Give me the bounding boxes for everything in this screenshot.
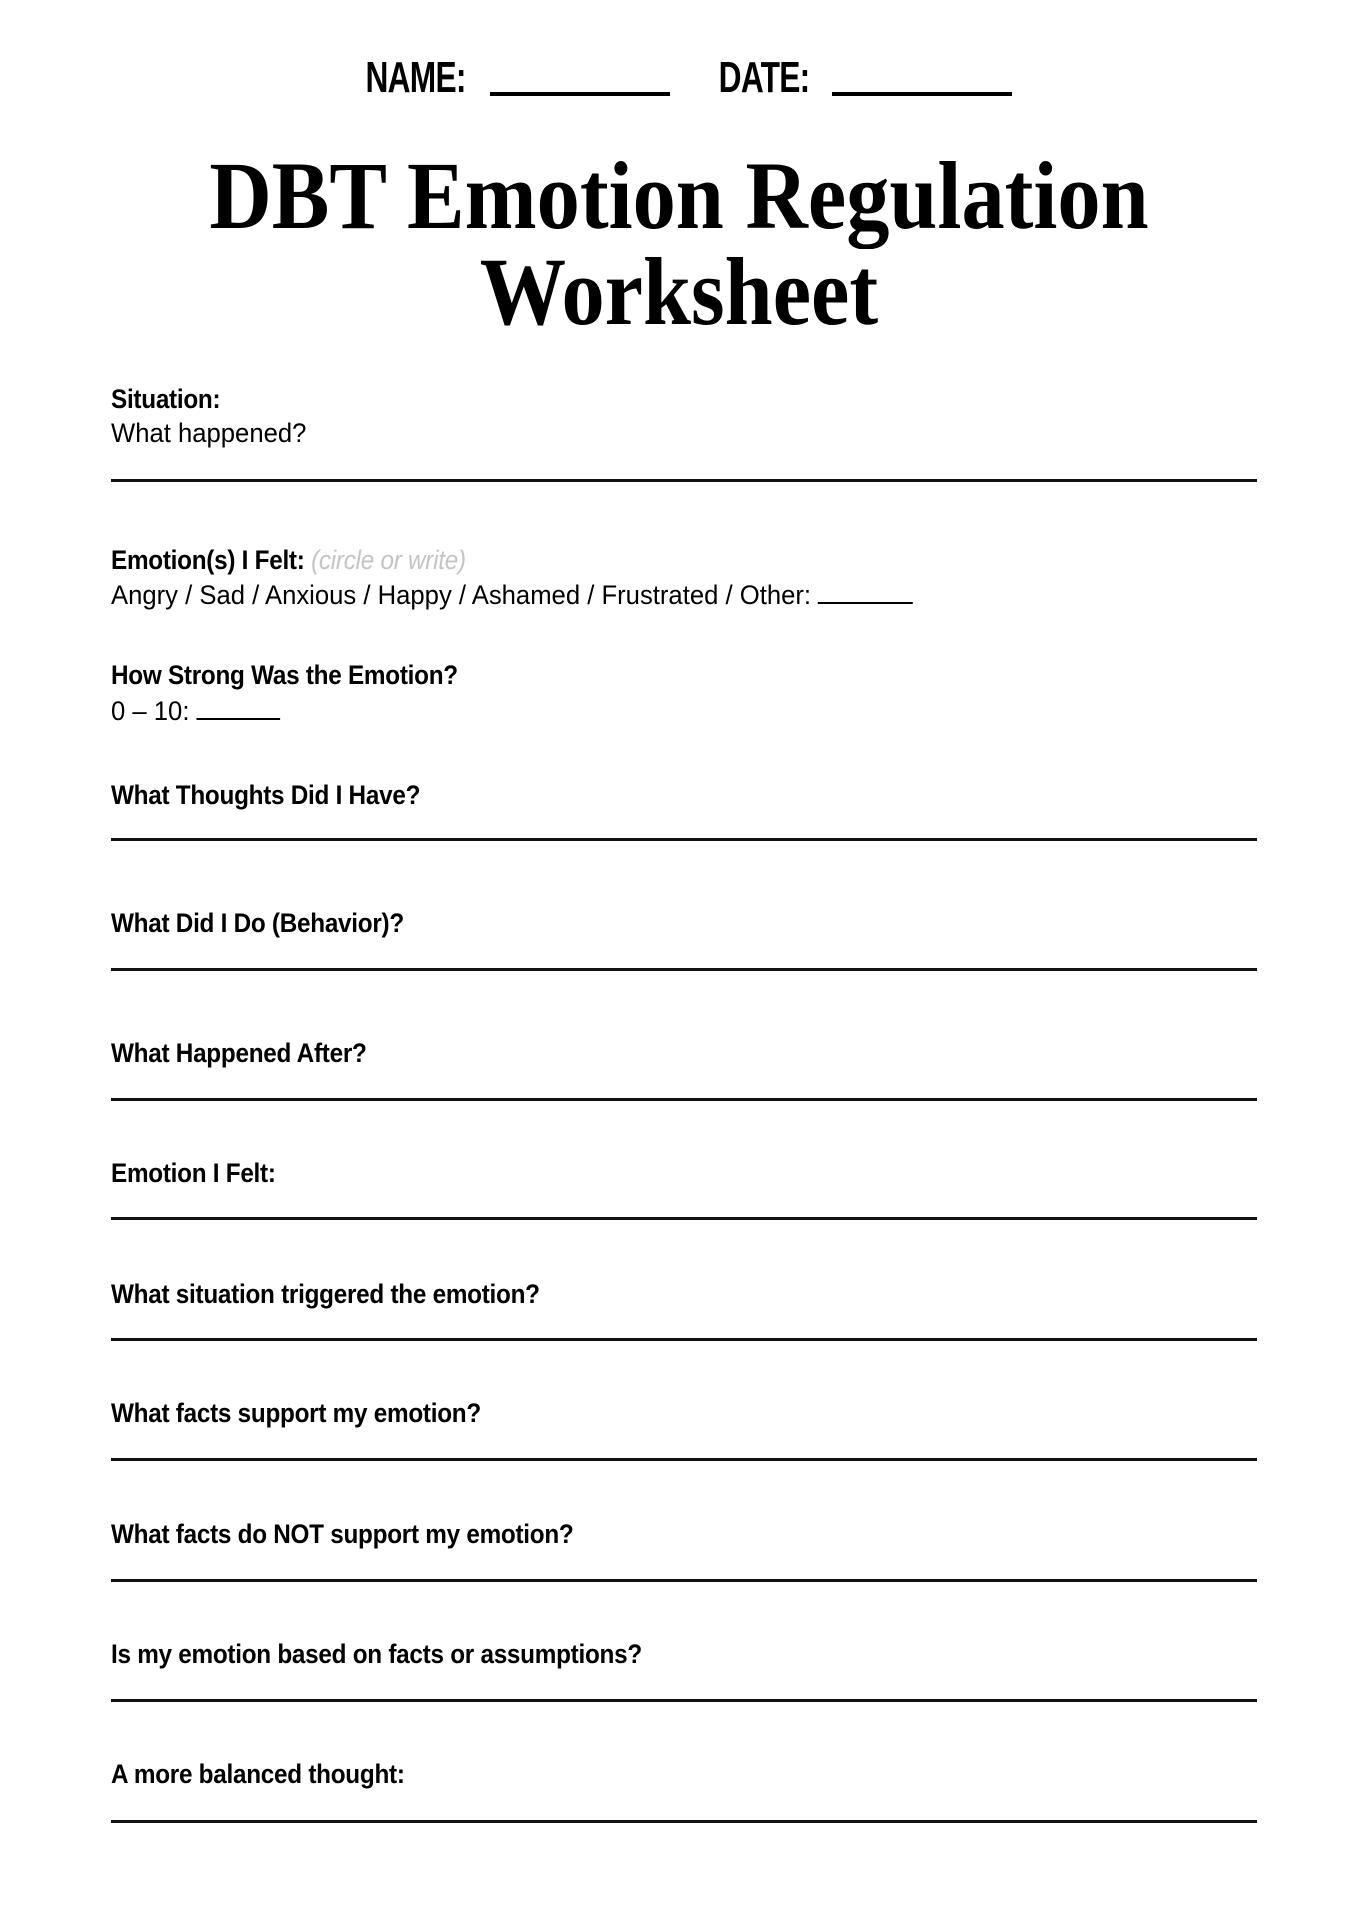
other-emotion-field[interactable] [818,580,913,604]
emotions-hint: (circle or write) [311,545,466,575]
question-facts-support: What facts support my emotion? [111,1398,481,1428]
intensity-label: How Strong Was the Emotion? [111,660,458,690]
answer-line-happened-after[interactable] [111,1098,1257,1101]
answer-line-thoughts[interactable] [111,838,1257,841]
question-happened-after: What Happened After? [111,1038,367,1068]
situation-prompt: What happened? [111,418,307,448]
emotions-label-row [111,544,466,576]
date-field[interactable] [832,52,1012,96]
answer-line-facts-not-support[interactable] [111,1579,1257,1582]
emotions-options-row [111,579,913,611]
intensity-field[interactable] [197,696,281,720]
answer-line-balanced-thought[interactable] [111,1820,1257,1823]
question-behavior: What Did I Do (Behavior)? [111,908,404,938]
question-emotion-felt: Emotion I Felt: [111,1158,276,1188]
name-date-header [0,52,1358,102]
intensity-row [111,695,280,727]
emotions-options[interactable]: Angry / Sad / Anxious / Happy / Ashamed / Frustrated / Other: [111,580,812,610]
date-label: DATE: [718,53,810,102]
question-balanced-thought: A more balanced thought: [111,1759,405,1789]
question-facts-or-assumptions: Is my emotion based on facts or assumptions? [111,1639,642,1669]
question-thoughts: What Thoughts Did I Have? [111,780,421,810]
answer-line-facts-or-assumptions[interactable] [111,1699,1257,1702]
situation-label: Situation: [111,384,221,414]
name-field[interactable] [490,52,670,96]
answer-line-facts-support[interactable] [111,1458,1257,1461]
answer-line-behavior[interactable] [111,968,1257,971]
page-title-line-2: Worksheet [479,238,879,345]
emotions-label: Emotion(s) I Felt: [111,545,305,575]
page-title-line-1: DBT Emotion Regulation [209,142,1149,249]
situation-answer-line[interactable] [111,479,1257,482]
answer-line-trigger[interactable] [111,1338,1257,1341]
answer-line-emotion-felt[interactable] [111,1217,1257,1220]
name-label: NAME: [365,53,467,102]
question-trigger: What situation triggered the emotion? [111,1279,540,1309]
question-facts-not-support: What facts do NOT support my emotion? [111,1519,574,1549]
intensity-scale: 0 – 10: [111,696,190,726]
